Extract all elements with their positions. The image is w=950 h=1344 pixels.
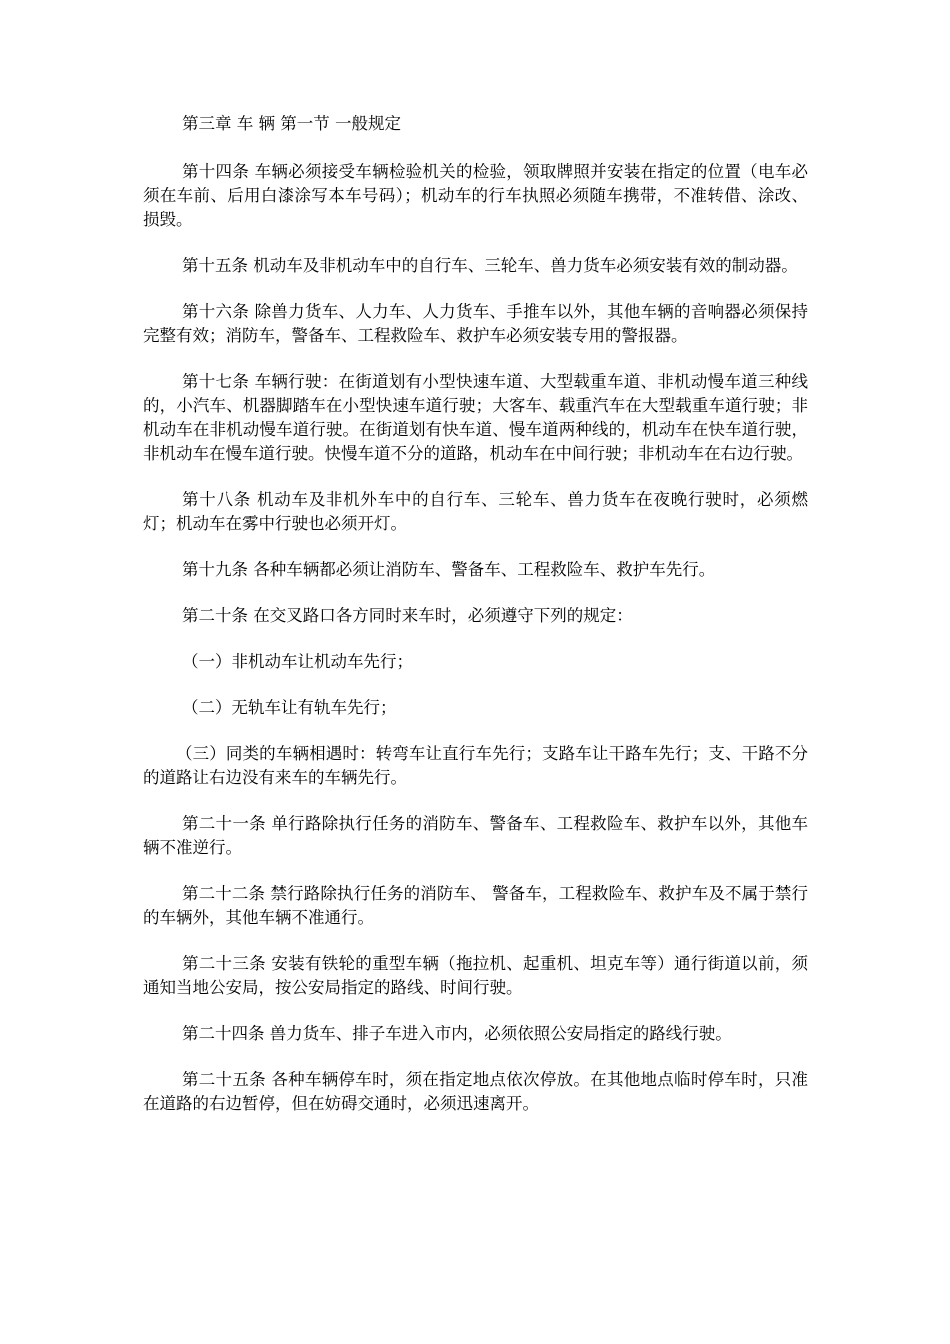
article-16: 第十六条 除兽力货车、人力车、人力货车、手推车以外，其他车辆的音响器必须保持完整有效；消防车，警备车、工程救险车、救护车必须安装专用的警报器。 bbox=[143, 302, 808, 345]
article-17: 第十七条 车辆行驶：在街道划有小型快速车道、大型载重车道、非机动慢车道三种线的，小汽车、机器脚踏车在小型快速车道行驶；大客车、载重汽车在大型载重车道行驶；非机动车在非机动慢车道行驶。在街道划有快车道、慢车道两种线的，机动车在快车道行驶，非机动车在慢车道行驶。快慢车道不分的道路，机动车在中间行驶；非机动车在右边行驶。 bbox=[143, 372, 808, 463]
chapter-heading: 第三章 车 辆 第一节 一般规定 bbox=[182, 114, 401, 133]
article-21: 第二十一条 单行路除执行任务的消防车、警备车、工程救险车、救护车以外，其他车辆不准逆行。 bbox=[143, 814, 808, 857]
article-23: 第二十三条 安装有铁轮的重型车辆（拖拉机、起重机、坦克车等）通行街道以前，须通知当地公安局，按公安局指定的路线、时间行驶。 bbox=[143, 954, 808, 997]
article-20: 第二十条 在交叉路口各方同时来车时，必须遵守下列的规定： bbox=[182, 606, 633, 625]
article-19: 第十九条 各种车辆都必须让消防车、警备车、工程救险车、救护车先行。 bbox=[182, 560, 716, 579]
article-15: 第十五条 机动车及非机动车中的自行车、三轮车、兽力货车必须安装有效的制动器。 bbox=[182, 256, 798, 275]
article-14: 第十四条 车辆必须接受车辆检验机关的检验，领取牌照并安装在指定的位置（电车必须在车前、后用白漆涂写本车号码）；机动车的行车执照必须随车携带，不准转借、涂改、损毁。 bbox=[143, 162, 808, 229]
article-20-item-3: （三）同类的车辆相遇时：转弯车让直行车先行；支路车让干路车先行；支、干路不分的道路让右边没有来车的车辆先行。 bbox=[143, 744, 808, 787]
document-body bbox=[143, 112, 808, 1138]
article-18: 第十八条 机动车及非机外车中的自行车、三轮车、兽力货车在夜晚行驶时，必须燃灯；机动车在雾中行驶也必须开灯。 bbox=[143, 490, 808, 533]
article-20-item-1: （一）非机动车让机动车先行； bbox=[182, 652, 413, 671]
article-22: 第二十二条 禁行路除执行任务的消防车、 警备车，工程救险车、救护车及不属于禁行的车辆外，其他车辆不准通行。 bbox=[143, 884, 808, 927]
article-24: 第二十四条 兽力货车、排子车进入市内，必须依照公安局指定的路线行驶。 bbox=[182, 1024, 732, 1043]
article-20-item-2: （二）无轨车让有轨车先行； bbox=[182, 698, 397, 717]
article-25: 第二十五条 各种车辆停车时，须在指定地点依次停放。在其他地点临时停车时，只准在道路的右边暂停，但在妨碍交通时，必须迅速离开。 bbox=[143, 1070, 808, 1113]
